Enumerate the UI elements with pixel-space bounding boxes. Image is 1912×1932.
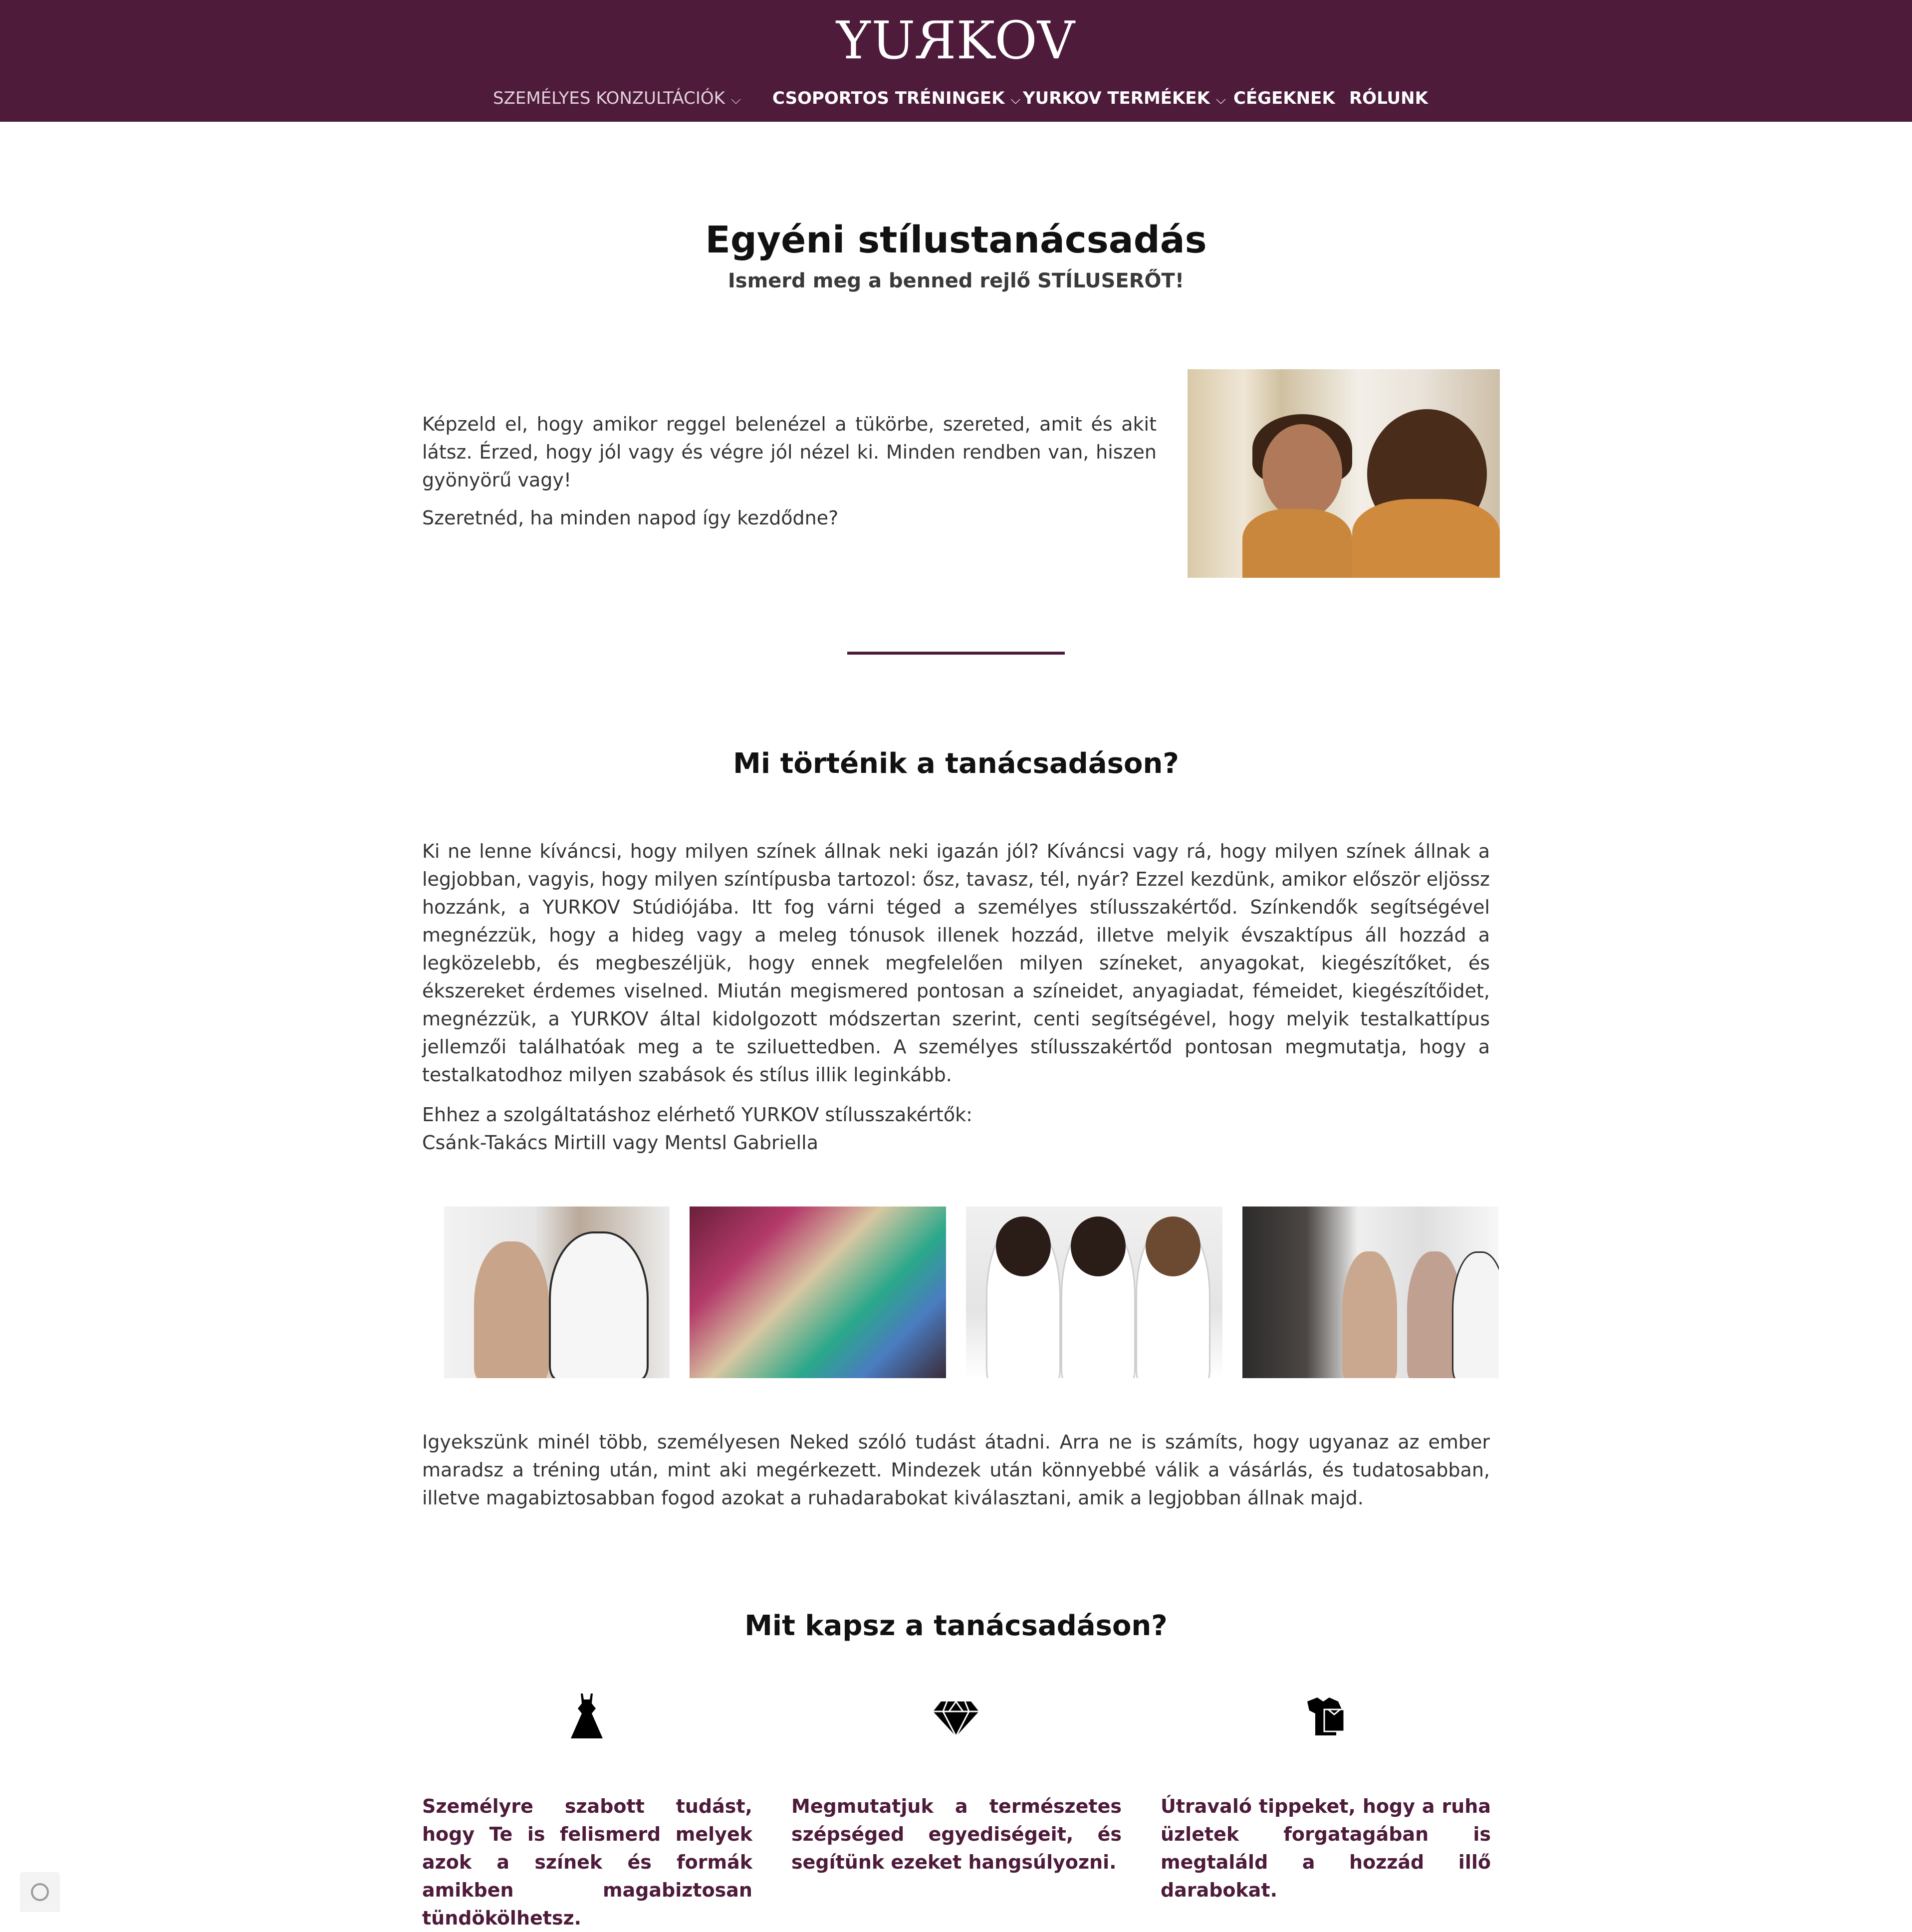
page-subtitle: Ismerd meg a benned rejlő STÍLUSERŐT!: [727, 269, 1185, 292]
logo-text-right: KOV: [956, 10, 1076, 71]
consultation-description: Ki ne lenne kíváncsi, hogy milyen színek állnak neki igazán jól? Kíváncsi vagy rá, hogy milyen színek állnak a legjobban, vagyis, hogy milyen színtípusba tartozol: ősz, tavasz, tél, nyár? Ezzel kezdünk, amikor először eljössz hozzánk, a YURKOV Stúdiójába. Itt fog várni téged a személyes stílusszakértőd. Színkendők segítségével megnézzük, hogy a hideg vagy a meleg tónusok illenek hozzád, illetve melyik évszaktípus áll hozzád a legközelebb, és megbeszéljük, hogy ennek megfelelően milyen színeket, anyagokat, kiegészítőket, és ékszereket érdemes viselned. Miután megismered pontosan a színeidet, anyagiadat, fémeidet, kiegészítőidet, megnézzük, a YURKOV által kidolgozott módszertan szerint, centi segítségével, hogy melyik testalkattípus jellemzői találhatóak meg a te sziluettedben. A személyes stílusszakértőd pontosan megmutatja, hogy a testalkatodhoz milyen szabások és stílus illik leginkább.: [422, 840, 1490, 1086]
nav-item-cegeknek[interactable]: [1233, 86, 1335, 111]
chevron-down-icon: ⌵: [1215, 92, 1226, 107]
photo-shape: [1242, 509, 1352, 578]
experts-info: [422, 1101, 1490, 1157]
photo-shape: [1071, 1216, 1126, 1276]
benefit-text: Megmutatjuk a természetes szépséged egyediségeit, és segítünk ezeket hangsúlyozni.: [791, 1795, 1122, 1873]
shirt-icon: [1295, 1687, 1355, 1746]
site-header: [0, 0, 1912, 122]
diamond-icon: [926, 1687, 986, 1746]
section-divider: [847, 652, 1065, 655]
gallery-photo-consultation[interactable]: [444, 1207, 670, 1378]
chevron-down-icon: ⌵: [1010, 92, 1021, 107]
intro-question: Szeretnéd, ha minden napod így kezdődne?: [422, 507, 839, 529]
photo-shape: [549, 1231, 649, 1378]
logo-reversed-letter: R: [916, 10, 956, 71]
nav-item-rolunk[interactable]: [1349, 86, 1428, 111]
nav-label: SZEMÉLYES KONZULTÁCIÓK: [493, 88, 725, 108]
nav-item-szemelyes-konzultaciok[interactable]: [493, 86, 741, 111]
logo-text-left: YU: [836, 10, 917, 71]
gallery-photo-studio[interactable]: [1242, 1207, 1499, 1378]
dress-icon-svg: [557, 1687, 617, 1746]
gallery-photo-stylists[interactable]: [966, 1207, 1222, 1378]
experts-line: Ehhez a szolgáltatáshoz elérhető YURKOV stílusszakértők:: [422, 1104, 972, 1126]
yurkov-logo[interactable]: [831, 10, 1081, 71]
nav-label: CÉGEKNEK: [1233, 88, 1335, 108]
cookie-icon: [31, 1883, 49, 1901]
section-title-what-you-get: Mit kapsz a tanácsadáson?: [744, 1610, 1168, 1643]
nav-label: YURKOV TERMÉKEK: [1023, 88, 1210, 108]
photo-shape: [1342, 1251, 1397, 1378]
diamond-icon-svg: [926, 1687, 986, 1746]
mirror-photo: [1188, 369, 1500, 578]
benefit-text: Személyre szabott tudást, hogy Te is felismerd melyek azok a színek és formák amikben magabiztosan tündökölhetsz.: [422, 1795, 752, 1929]
page-title: Egyéni stílustanácsadás: [705, 218, 1207, 261]
photo-shape: [996, 1216, 1051, 1276]
cookie-settings-button[interactable]: [20, 1872, 60, 1912]
chevron-down-icon: ⌵: [730, 92, 741, 107]
nav-item-yurkov-termekek[interactable]: [1023, 86, 1226, 111]
nav-item-csoportos-treningek[interactable]: [772, 86, 1020, 111]
gallery-photo-color-fabrics[interactable]: [690, 1207, 946, 1378]
photo-shape: [1452, 1251, 1499, 1378]
photo-shape: [1262, 424, 1342, 519]
nav-label: RÓLUNK: [1349, 88, 1428, 108]
nav-label: CSOPORTOS TRÉNINGEK: [772, 88, 1005, 108]
photo-shape: [1352, 499, 1500, 578]
photo-shape: [1146, 1216, 1200, 1276]
main-nav: [0, 86, 1912, 111]
dress-icon: [557, 1687, 617, 1746]
section-title-what-happens: Mi történik a tanácsadáson?: [733, 747, 1179, 780]
intro-paragraph: Képzeld el, hogy amikor reggel belenézel a tükörbe, szereted, amit és akit látsz. Érzed, hogy jól vagy és végre jól nézel ki. Minden rendben van, hiszen gyönyörű vagy!: [422, 413, 1157, 491]
shirt-icon-svg: [1295, 1687, 1355, 1746]
benefit-text: Útravaló tippeket, hogy a ruha üzletek forgatagában is megtaláld a hozzád illő darabokat.: [1161, 1795, 1491, 1901]
photo-shape: [474, 1241, 549, 1378]
experts-names: Csánk-Takács Mirtill vagy Mentsl Gabriella: [422, 1132, 819, 1154]
outcome-paragraph: Igyekszünk minél több, személyesen Neked szóló tudást átadni. Arra ne is számíts, hogy ugyanaz az ember maradsz a tréning után, mint aki megérkezett. Mindezek után könnyebbé válik a vásárlás, és tudatosabban, illetve magabiztosabban fogod azokat a ruhadarabokat kiválasztani, amik a legjobban állnak majd.: [422, 1431, 1490, 1509]
